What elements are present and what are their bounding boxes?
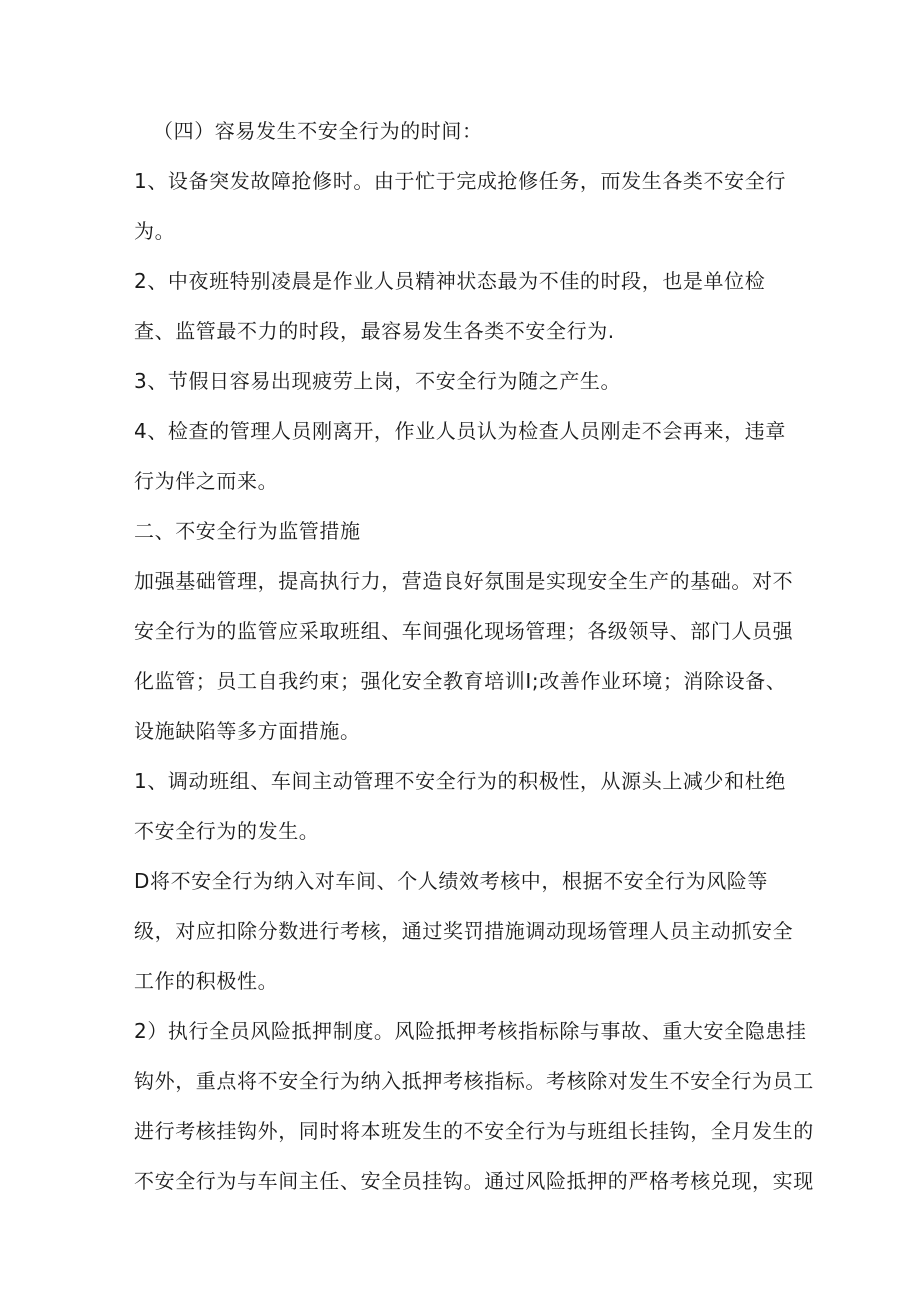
paragraph-line: 不安全行为的发生。	[134, 819, 320, 843]
paragraph-line: 化监管；员工自我约束；强化安全教育培训I;改善作业环境；消除设备、	[134, 669, 787, 693]
paragraph-line: D将不安全行为纳入对车间、个人绩效考核中，根据不安全行为风险等	[134, 869, 768, 893]
paragraph-line: 进行考核挂钩外，同时将本班发生的不安全行为与班组长挂钩，全月发生的	[134, 1119, 814, 1143]
paragraph-line: 3、节假日容易出现疲劳上岗，不安全行为随之产生。	[134, 369, 622, 393]
section-heading-four: （四）容易发生不安全行为的时间：	[153, 119, 483, 143]
paragraph-line: 4、检查的管理人员刚离开，作业人员认为检查人员刚走不会再来，违章	[134, 419, 786, 443]
paragraph-line: 钩外，重点将不安全行为纳入抵押考核指标。考核除对发生不安全行为员工	[134, 1069, 814, 1093]
paragraph-line: 1、调动班组、车间主动管理不安全行为的积极性，从源头上减少和杜绝	[134, 769, 786, 793]
paragraph-line: 设施缺陷等多方面措施。	[134, 719, 361, 743]
paragraph-line: 工作的积极性。	[134, 969, 279, 993]
paragraph-line: 2）执行全员风险抵押制度。风险抵押考核指标除与事故、重大安全隐患挂	[134, 1019, 807, 1043]
paragraph-line: 不安全行为与车间主任、安全员挂钩。通过风险抵押的严格考核兑现，实现	[134, 1169, 814, 1193]
paragraph-line: 加强基础管理，提高执行力，营造良好氛围是实现安全生产的基础。对不	[134, 569, 794, 593]
paragraph-line: 1、设备突发故障抢修时。由于忙于完成抢修任务，而发生各类不安全行	[134, 169, 786, 193]
paragraph-line: 安全行为的监管应采取班组、车间强化现场管理；各级领导、部门人员强	[134, 619, 794, 643]
paragraph-line: 级，对应扣除分数进行考核，通过奖罚措施调动现场管理人员主动抓安全	[134, 919, 794, 943]
paragraph-line: 查、监管最不力的时段，最容易发生各类不安全行为.	[134, 319, 615, 343]
paragraph-line: 行为伴之而来。	[134, 469, 279, 493]
section-heading-two: 二、不安全行为监管措施	[134, 519, 361, 543]
paragraph-line: 2、中夜班特别凌晨是作业人员精神状态最为不佳的时段，也是单位检	[134, 269, 766, 293]
paragraph-line: 为。	[134, 219, 176, 243]
